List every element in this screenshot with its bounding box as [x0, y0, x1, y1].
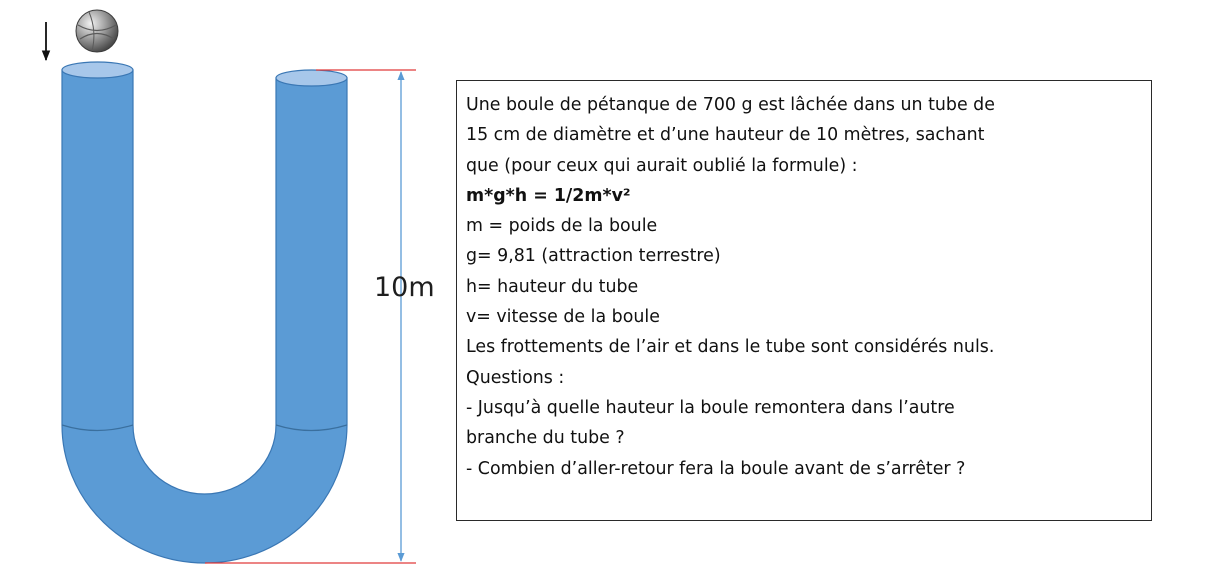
left-tube-opening	[62, 62, 133, 78]
problem-line: Une boule de pétanque de 700 g est lâchée dans un tube de	[466, 95, 995, 115]
energy-formula: m*g*h = 1/2m*v²	[466, 185, 631, 206]
u-tube	[62, 70, 347, 563]
variable-definition: v= vitesse de la boule	[466, 307, 660, 328]
question-line: branche du tube ?	[466, 428, 625, 449]
friction-note: Les frottements de l’air et dans le tube sont considérés nuls.	[466, 337, 995, 358]
height-label: 10m	[374, 272, 435, 303]
variable-definition: m = poids de la boule	[466, 216, 658, 237]
right-tube-opening	[276, 70, 347, 86]
question-line: - Jusqu’à quelle hauteur la boule remontera dans l’autre	[466, 397, 955, 418]
petanque-ball-icon	[76, 10, 118, 52]
problem-line: 15 cm de diamètre et d’une hauteur de 10 mètres, sachant	[466, 125, 985, 146]
variable-definition: g= 9,81 (attraction terrestre)	[466, 246, 721, 267]
questions-heading: Questions :	[466, 367, 565, 388]
problem-statement	[456, 80, 1152, 521]
question-line: - Combien d’aller-retour fera la boule avant de s’arrêter ?	[466, 458, 966, 479]
variable-definition: h= hauteur du tube	[466, 276, 639, 297]
problem-line: que (pour ceux qui aurait oublié la formule) :	[466, 155, 858, 176]
